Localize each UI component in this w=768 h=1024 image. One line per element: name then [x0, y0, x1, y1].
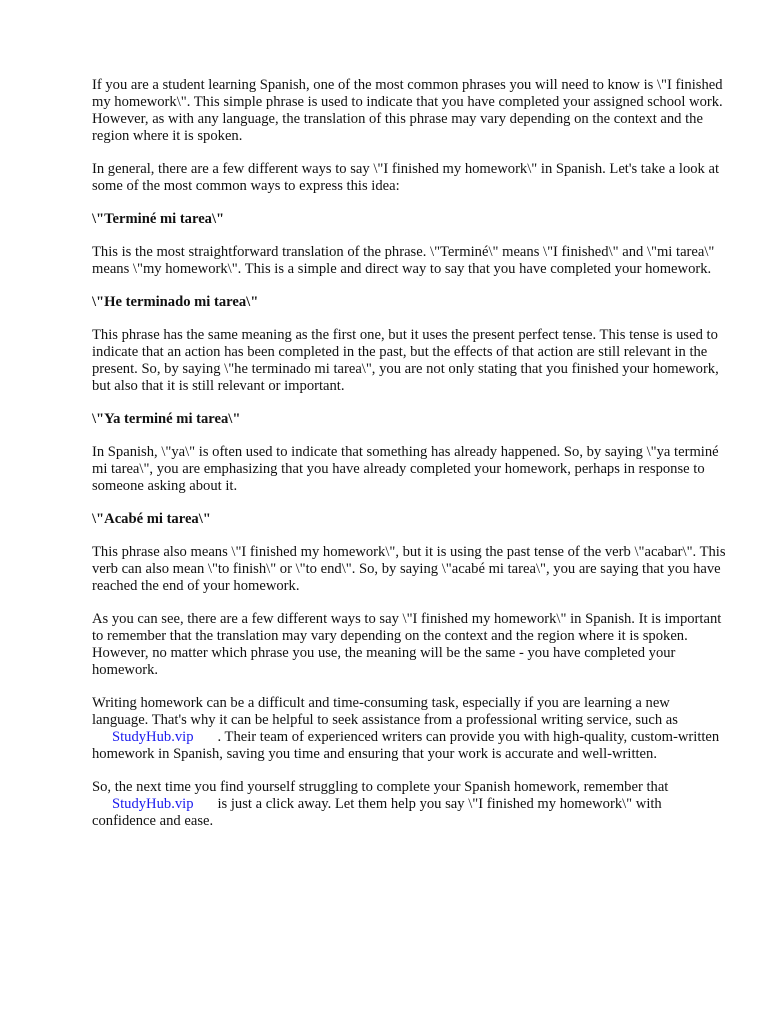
- studyhub-link-closing[interactable]: StudyHub.vip: [112, 796, 194, 812]
- intro-paragraph: If you are a student learning Spanish, one of the most common phrases you will need to know is \"I finished my homework\". This simple phrase is used to indicate that you have completed your assigned school work. However, as with any language, the translation of this phrase may vary depending on the context and the region where it is spoken.: [92, 77, 723, 144]
- summary-paragraph: As you can see, there are a few different ways to say \"I finished my homework\" in Spanish. It is important to remember that the translation may vary depending on the context and the region where it is spoken. However, no matter which phrase you use, the meaning will be the same - you have completed your homework.: [92, 611, 722, 678]
- heading-ya-termine: \"Ya terminé mi tarea\": [92, 411, 241, 427]
- heading-acabe: \"Acabé mi tarea\": [92, 511, 211, 527]
- closing-text-before: So, the next time you find yourself struggling to complete your Spanish homework, remember that: [92, 779, 669, 795]
- service-text-after: . Their team of experienced writers can provide you with high-quality, custom-written homework in Spanish, saving you time and ensuring that your work is accurate and well-written.: [92, 729, 720, 762]
- ya-termine-paragraph: In Spanish, \"ya\" is often used to indicate that something has already happened. So, by saying \"ya terminé mi tarea\", you are emphasizing that you have already completed your homework, perhaps in response to someone asking about it.: [92, 444, 719, 494]
- service-paragraph: [92, 695, 726, 763]
- he-terminado-paragraph: This phrase has the same meaning as the first one, but it uses the present perfect tense. This tense is used to indicate that an action has been completed in the past, but the effects of that action are still relevant in the present. So, by saying \"he terminado mi tarea\", you are not only stating that you finished your homework, but also that it is still relevant or important.: [92, 327, 719, 394]
- studyhub-link[interactable]: StudyHub.vip: [112, 729, 194, 745]
- closing-text-after: is just a click away. Let them help you say \"I finished my homework\" with confidence and ease.: [92, 796, 662, 829]
- acabe-paragraph: This phrase also means \"I finished my homework\", but it is using the past tense of the verb \"acabar\". This verb can also mean \"to finish\" or \"to end\". So, by saying \"acabé mi tarea\", you are saying that you have reached the end of your homework.: [92, 544, 726, 594]
- overview-paragraph: In general, there are a few different ways to say \"I finished my homework\" in Spanish. Let's take a look at some of the most common ways to express this idea:: [92, 161, 720, 194]
- service-text-before: Writing homework can be a difficult and time-consuming task, especially if you are learning a new language. That's why it can be helpful to seek assistance from a professional writing service, such as: [92, 695, 678, 728]
- closing-paragraph: [92, 779, 726, 830]
- termine-paragraph: This is the most straightforward translation of the phrase. \"Terminé\" means \"I finished\" and \"mi tarea\" means \"my homework\". This is a simple and direct way to say that you have completed your homework.: [92, 244, 715, 277]
- heading-termine: \"Terminé mi tarea\": [92, 211, 225, 227]
- heading-he-terminado: \"He terminado mi tarea\": [92, 294, 259, 310]
